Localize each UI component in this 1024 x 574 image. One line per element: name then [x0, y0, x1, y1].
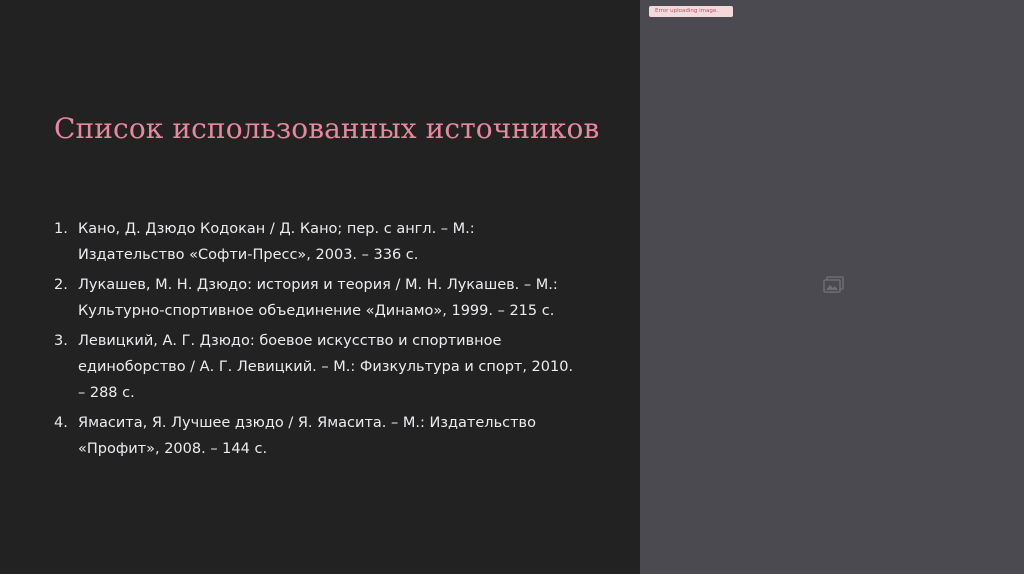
reference-text: Кано, Д. Дзюдо Кодокан / Д. Кано; пер. с англ. – М.: Издательство «Софти-Пресс», 2003. – 336 с.: [78, 221, 475, 263]
reference-item: [54, 410, 574, 462]
reference-item: [54, 272, 574, 324]
reference-number: 1.: [54, 221, 68, 237]
image-placeholder-icon: [823, 276, 845, 294]
reference-text: Левицкий, А. Г. Дзюдо: боевое искусство и спортивное единоборство / А. Г. Левицкий. – М.: Физкультура и спорт, 2010. – 288 с.: [78, 333, 574, 401]
reference-number: 2.: [54, 277, 68, 293]
reference-number: 3.: [54, 333, 68, 349]
image-upload-error-badge: Error uploading image.: [649, 6, 733, 17]
reference-text: Лукашев, М. Н. Дзюдо: история и теория / М. Н. Лукашев. – М.: Культурно-спортивное объединение «Динамо», 1999. – 215 с.: [78, 277, 558, 319]
reference-text: Ямасита, Я. Лучшее дзюдо / Я. Ямасита. – М.: Издательство «Профит», 2008. – 144 с.: [78, 415, 536, 457]
reference-item: [54, 216, 574, 268]
slide-title: Список использованных источников: [54, 112, 600, 145]
reference-item: [54, 328, 574, 406]
reference-list: [54, 216, 574, 466]
reference-number: 4.: [54, 415, 68, 431]
